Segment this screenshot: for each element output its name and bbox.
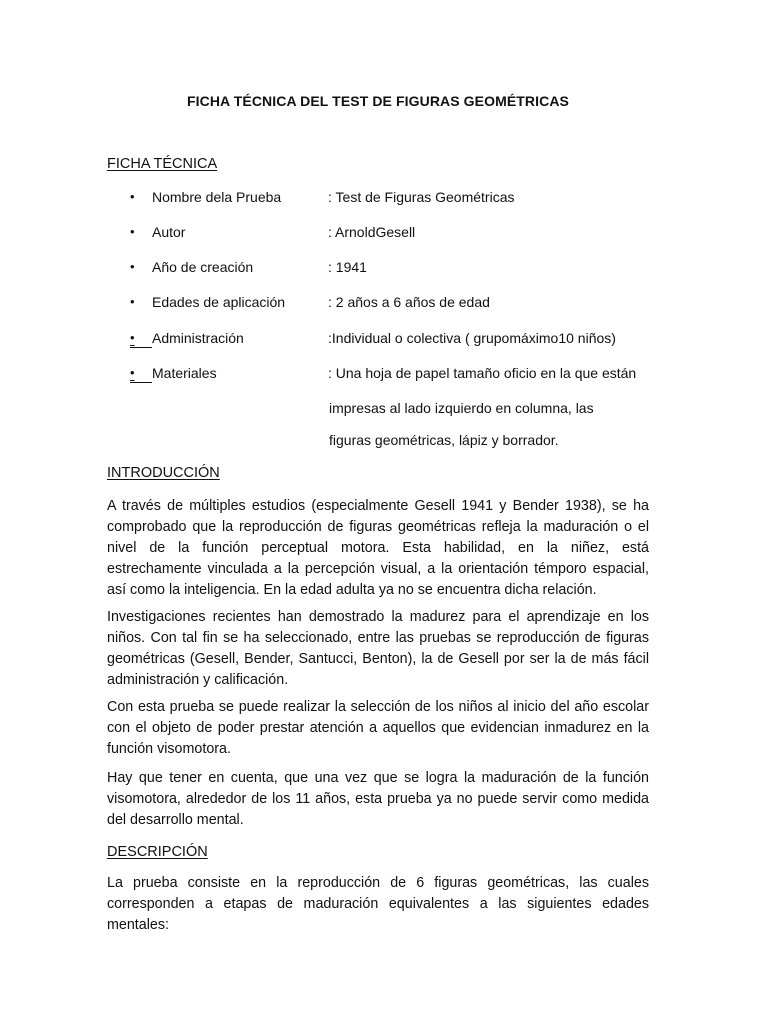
field-value: : 2 años a 6 años de edad: [328, 294, 490, 310]
bullet-icon: •: [130, 259, 135, 274]
list-item-nombre: [0, 189, 768, 209]
section-heading-ficha-tecnica: FICHA TÉCNICA: [107, 156, 218, 172]
field-value-continuation: impresas al lado izquierdo en columna, las: [329, 400, 594, 416]
field-value: : Una hoja de papel tamaño oficio en la que están: [328, 365, 637, 381]
paragraph: A través de múltiples estudios (especialmente Gesell 1941 y Bender 1938), se ha comprobado que la reproducción de figuras geométricas refleja la maduración o el nivel de la función perceptual motora. Esta habilidad, en la niñez, está estrechamente vinculada a la percepción visual, a la orientación témporo espacial, así como la inteligencia. En la edad adulta ya no se encuentra dicha relación.: [107, 498, 649, 598]
field-label: Nombre dela Prueba: [152, 189, 282, 205]
bullet-icon: •: [130, 294, 135, 309]
field-label: Año de creación: [152, 259, 254, 275]
list-item-materiales: [0, 365, 768, 385]
bullet-icon: •: [130, 189, 135, 204]
bullet-icon: •: [130, 330, 135, 345]
list-item-edades: [0, 294, 768, 314]
section-heading-introduccion: INTRODUCCIÓN: [107, 465, 220, 481]
paragraph: Hay que tener en cuenta, que una vez que se logra la maduración de la función visomotora, alrededor de los 11 años, esta prueba ya no puede servir como medida del desarrollo mental.: [107, 770, 649, 828]
field-value: : Test de Figuras Geométricas: [328, 189, 515, 205]
field-value: : 1941: [328, 259, 367, 275]
paragraph: Con esta prueba se puede realizar la selección de los niños al inicio del año escolar con el objeto de poder prestar atención a aquellos que evidencian inmadurez en la función visomotora.: [107, 699, 649, 757]
section-heading-descripcion: DESCRIPCIÓN: [107, 844, 208, 860]
field-label: Autor: [152, 224, 186, 240]
field-label: Administración: [152, 330, 244, 346]
paragraph: La prueba consiste en la reproducción de 6 figuras geométricas, las cuales corresponden a etapas de maduración equivalentes a las siguientes edades mentales:: [107, 875, 649, 933]
field-value: :Individual o colectiva ( grupomáximo10 niños): [328, 330, 616, 346]
field-value-continuation: figuras geométricas, lápiz y borrador.: [329, 432, 559, 448]
document-title: FICHA TÉCNICA DEL TEST DE FIGURAS GEOMÉTRICAS: [187, 93, 569, 109]
bullet-icon: •: [130, 224, 135, 239]
field-label: Materiales: [152, 365, 217, 381]
bullet-icon: •: [130, 365, 135, 380]
field-label: Edades de aplicación: [152, 294, 286, 310]
paragraph: Investigaciones recientes han demostrado la madurez para el aprendizaje en los niños. Con tal fin se ha seleccionado, entre las pruebas se reproducción de figuras geométricas (Gesell, Bender, Santucci, Benton), la de Gesell por ser la de más fácil administración y calificación.: [107, 609, 649, 688]
list-item-anio: [0, 259, 768, 279]
list-item-autor: [0, 224, 768, 244]
list-item-administracion: [0, 330, 768, 350]
field-value: : ArnoldGesell: [328, 224, 416, 240]
